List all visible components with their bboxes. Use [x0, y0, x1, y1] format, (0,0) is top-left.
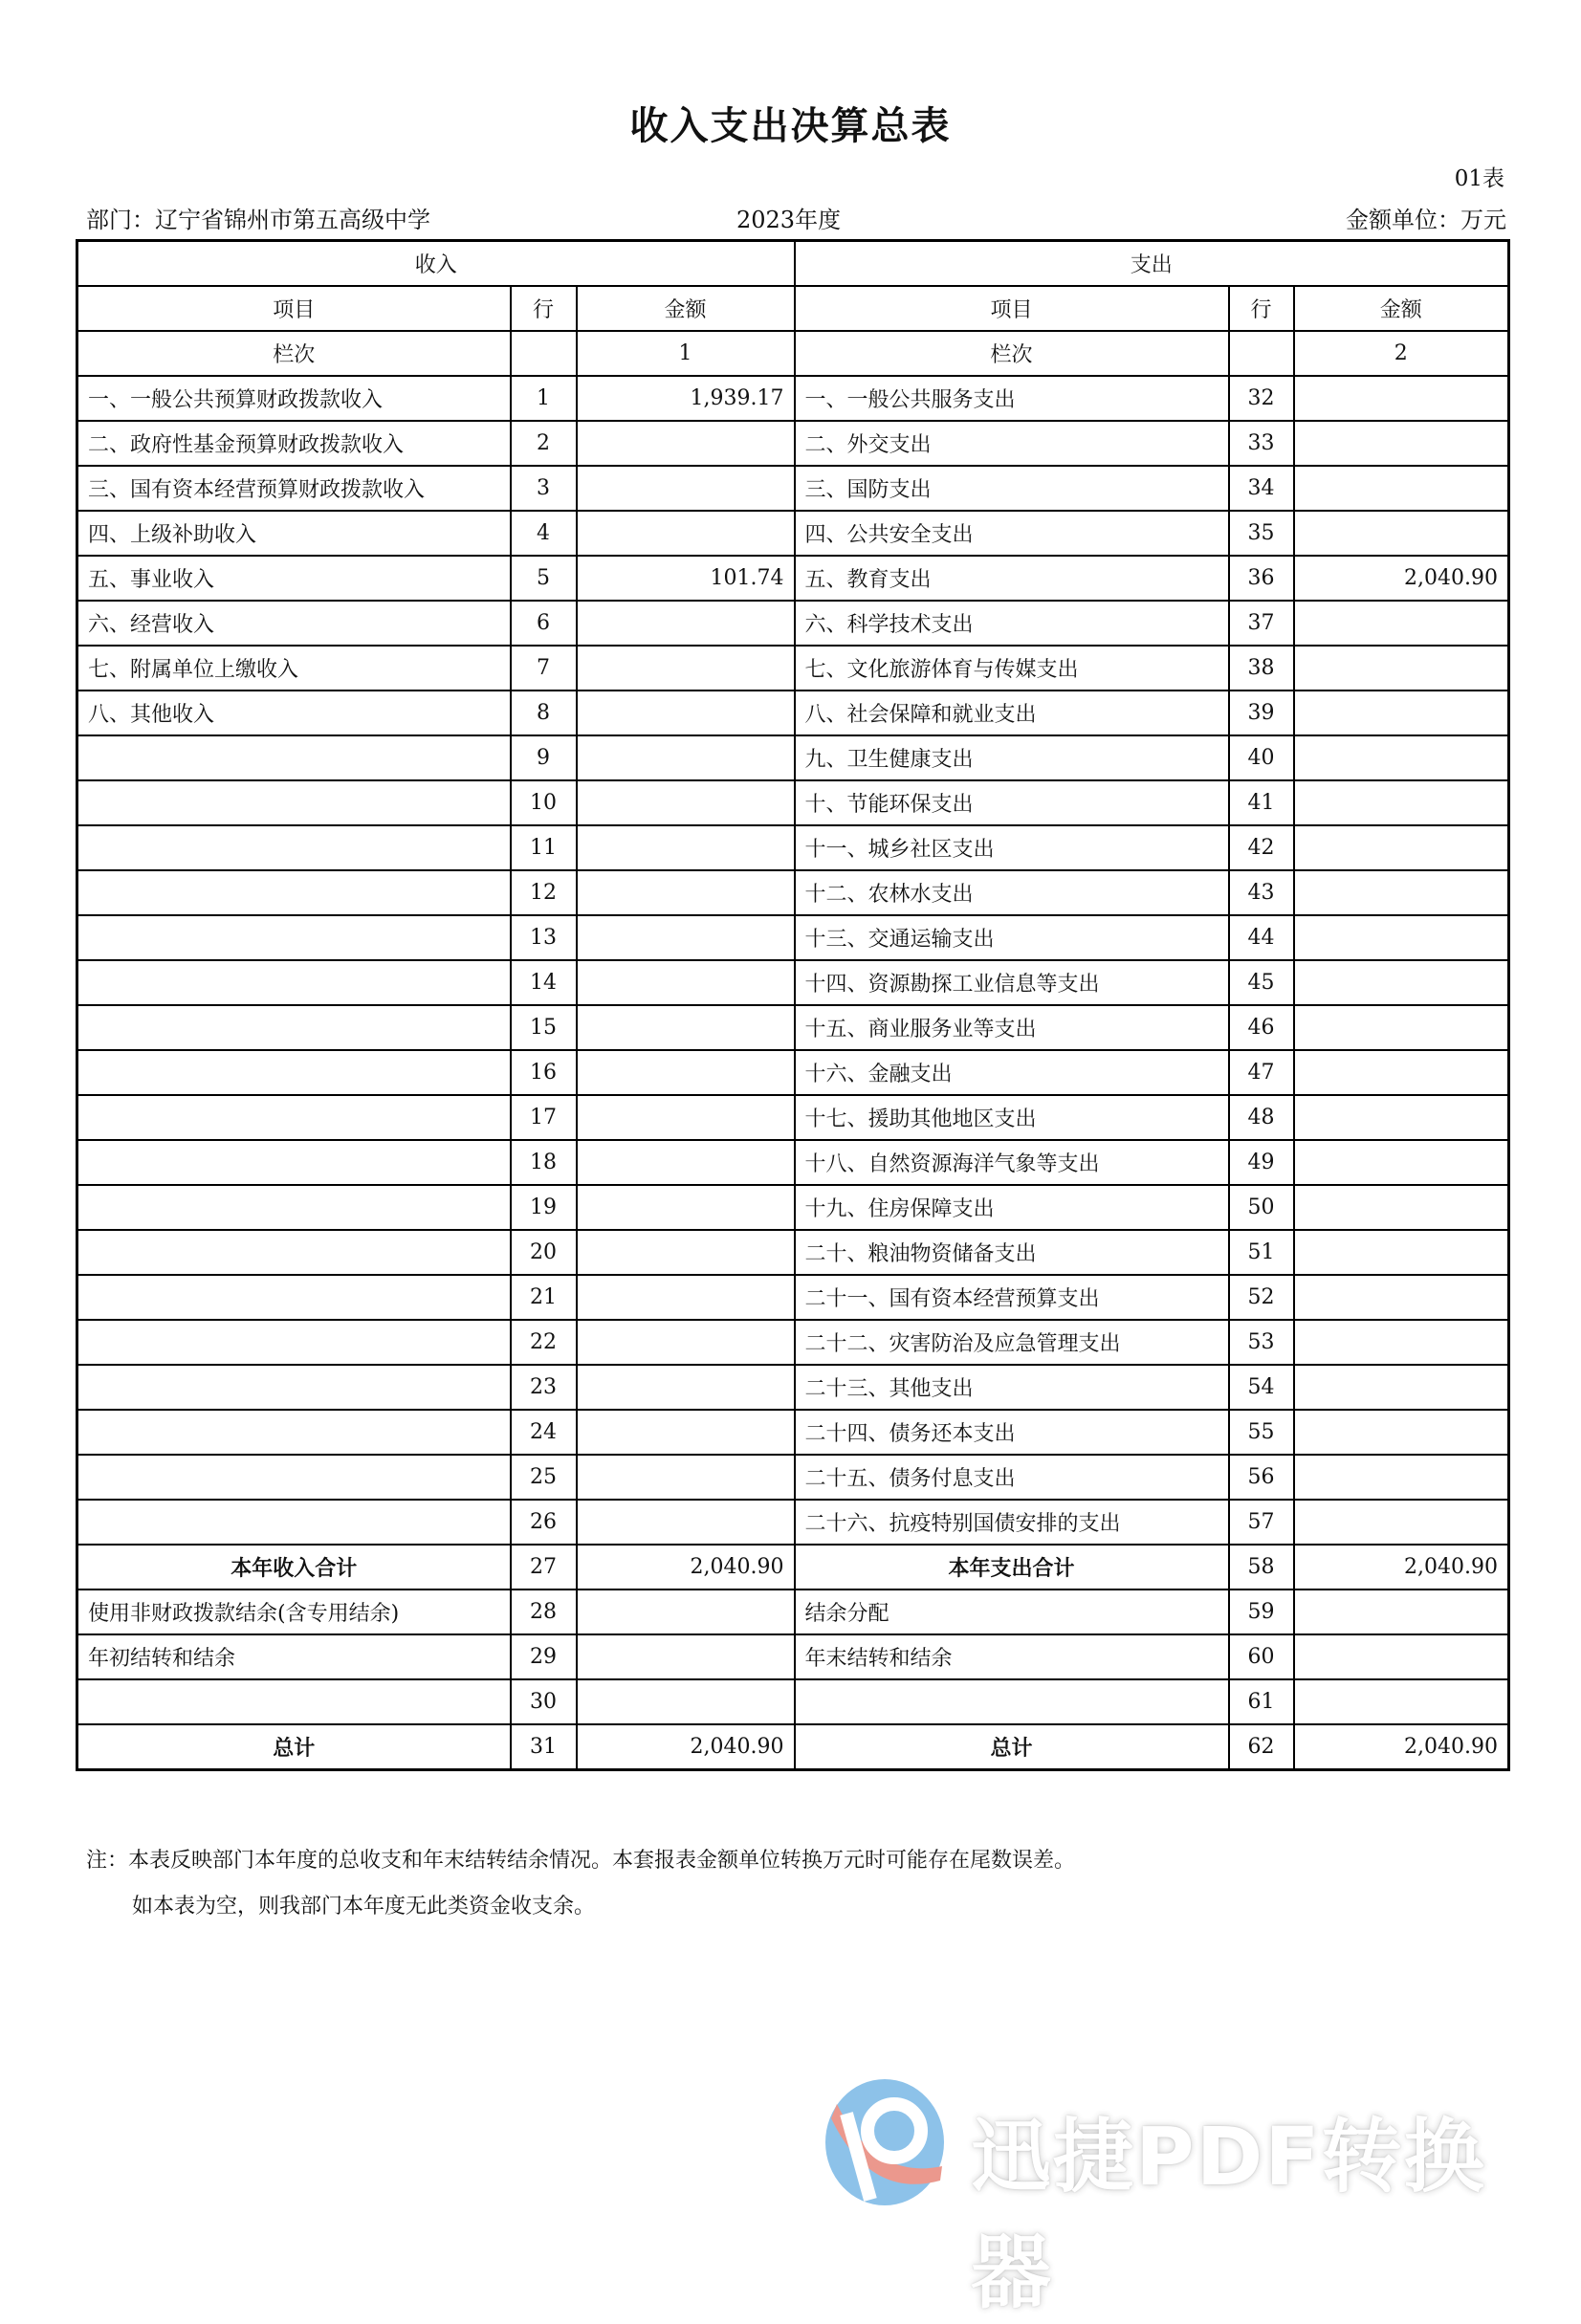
- expense-item: 六、科学技术支出: [795, 601, 1229, 646]
- income-row-number: 11: [511, 825, 577, 870]
- income-item: [77, 1365, 511, 1410]
- expense-item: 八、社会保障和就业支出: [795, 691, 1229, 735]
- income-row-number: 25: [511, 1455, 577, 1500]
- form-number: 01表: [1454, 166, 1504, 191]
- income-amount: 2,040.90: [577, 1724, 795, 1770]
- income-item: [77, 1050, 511, 1095]
- income-amount: [577, 1634, 795, 1679]
- expense-index-label: 栏次: [795, 331, 1229, 376]
- income-item: [77, 1230, 511, 1275]
- expense-row-number: 36: [1229, 556, 1294, 601]
- expense-row-number: 39: [1229, 691, 1294, 735]
- table-row: [77, 1185, 1509, 1230]
- income-item: 三、国有资本经营预算财政拨款收入: [77, 466, 511, 511]
- expense-row-number: 47: [1229, 1050, 1294, 1095]
- expense-amount: [1294, 1140, 1509, 1185]
- expense-index-row: [1229, 331, 1294, 376]
- income-row-number: 26: [511, 1500, 577, 1545]
- expense-amount: [1294, 915, 1509, 960]
- expense-row-number: 62: [1229, 1724, 1294, 1770]
- expense-item: 一、一般公共服务支出: [795, 376, 1229, 421]
- income-amount: [577, 1455, 795, 1500]
- income-amount: 101.74: [577, 556, 795, 601]
- expense-row-number: 49: [1229, 1140, 1294, 1185]
- table-row: [77, 691, 1509, 735]
- expense-item: 十五、商业服务业等支出: [795, 1005, 1229, 1050]
- column-header-row: [77, 286, 1509, 331]
- income-row-number: 3: [511, 466, 577, 511]
- income-row-number: 12: [511, 870, 577, 915]
- income-item: [77, 1679, 511, 1724]
- table-row: [77, 1410, 1509, 1455]
- expense-item: 七、文化旅游体育与传媒支出: [795, 646, 1229, 691]
- expense-amount: [1294, 1455, 1509, 1500]
- income-row-number: 29: [511, 1634, 577, 1679]
- income-item: 五、事业收入: [77, 556, 511, 601]
- income-row-number: 15: [511, 1005, 577, 1050]
- expense-item: 二十、粮油物资储备支出: [795, 1230, 1229, 1275]
- income-amount: [577, 1230, 795, 1275]
- income-amount-header: 金额: [577, 286, 795, 331]
- expense-amount: [1294, 1320, 1509, 1365]
- income-row-number: 10: [511, 780, 577, 825]
- table-row: [77, 870, 1509, 915]
- expense-row-number: 58: [1229, 1545, 1294, 1590]
- income-amount: [577, 511, 795, 556]
- expense-item: 十九、住房保障支出: [795, 1185, 1229, 1230]
- expense-item: 十二、农林水支出: [795, 870, 1229, 915]
- expense-row-number: 57: [1229, 1500, 1294, 1545]
- income-amount: [577, 1005, 795, 1050]
- expense-item: 九、卫生健康支出: [795, 735, 1229, 780]
- expense-amount: [1294, 601, 1509, 646]
- expense-item: 二十一、国有资本经营预算支出: [795, 1275, 1229, 1320]
- expense-amount: [1294, 1185, 1509, 1230]
- income-row-number: 19: [511, 1185, 577, 1230]
- expense-amount: [1294, 376, 1509, 421]
- table-row: [77, 556, 1509, 601]
- table-row: [77, 915, 1509, 960]
- income-amount: [577, 691, 795, 735]
- expense-item: [795, 1679, 1229, 1724]
- expense-item: 二十三、其他支出: [795, 1365, 1229, 1410]
- income-item: [77, 1140, 511, 1185]
- table-row: [77, 1050, 1509, 1095]
- expense-item: 十三、交通运输支出: [795, 915, 1229, 960]
- income-item: [77, 1185, 511, 1230]
- income-amount: [577, 1365, 795, 1410]
- table-row: [77, 960, 1509, 1005]
- expense-amount: [1294, 960, 1509, 1005]
- total-row: [77, 1724, 1509, 1770]
- expense-row-number: 35: [1229, 511, 1294, 556]
- expense-row-number: 48: [1229, 1095, 1294, 1140]
- income-row-number: 5: [511, 556, 577, 601]
- expense-amount: [1294, 825, 1509, 870]
- table-row: [77, 1320, 1509, 1365]
- expense-row-number: 42: [1229, 825, 1294, 870]
- expense-row-number: 56: [1229, 1455, 1294, 1500]
- expense-item-header: 项目: [795, 286, 1229, 331]
- expense-item: 五、教育支出: [795, 556, 1229, 601]
- income-item: 六、经营收入: [77, 601, 511, 646]
- table-row: [77, 1634, 1509, 1679]
- expense-row-number: 60: [1229, 1634, 1294, 1679]
- expense-amount: [1294, 1410, 1509, 1455]
- income-item: [77, 870, 511, 915]
- income-item: [77, 780, 511, 825]
- expense-row-number: 54: [1229, 1365, 1294, 1410]
- income-item: 八、其他收入: [77, 691, 511, 735]
- income-item: [77, 1005, 511, 1050]
- expense-amount: [1294, 1365, 1509, 1410]
- income-row-number: 17: [511, 1095, 577, 1140]
- table-row: [77, 1500, 1509, 1545]
- income-amount: [577, 960, 795, 1005]
- income-amount: [577, 601, 795, 646]
- income-row-number: 24: [511, 1410, 577, 1455]
- income-amount: [577, 1590, 795, 1634]
- expense-item: 本年支出合计: [795, 1545, 1229, 1590]
- table-row: [77, 1140, 1509, 1185]
- income-item: [77, 825, 511, 870]
- expense-row-number: 40: [1229, 735, 1294, 780]
- income-item: 使用非财政拨款结余(含专用结余): [77, 1590, 511, 1634]
- expense-amount: [1294, 1275, 1509, 1320]
- income-amount: [577, 1185, 795, 1230]
- table-row: [77, 1365, 1509, 1410]
- income-item: [77, 960, 511, 1005]
- expense-row-number: 34: [1229, 466, 1294, 511]
- income-amount: [577, 1050, 795, 1095]
- pdf-converter-logo-icon: [818, 2075, 952, 2209]
- income-row-number: 23: [511, 1365, 577, 1410]
- expense-row-number: 61: [1229, 1679, 1294, 1724]
- expense-row-number: 37: [1229, 601, 1294, 646]
- expense-item: 十、节能环保支出: [795, 780, 1229, 825]
- table-row: [77, 466, 1509, 511]
- income-row-number: 28: [511, 1590, 577, 1634]
- note-line-1: 注：本表反映部门本年度的总收支和年末结转结余情况。本套报表金额单位转换万元时可能存在尾数误差。: [86, 1849, 1076, 1873]
- income-item: [77, 1500, 511, 1545]
- section-header-row: [77, 241, 1509, 287]
- table-row: [77, 1095, 1509, 1140]
- expense-amount: 2,040.90: [1294, 1724, 1509, 1770]
- expense-item: 四、公共安全支出: [795, 511, 1229, 556]
- income-row-number: 2: [511, 421, 577, 466]
- income-amount: [577, 825, 795, 870]
- expense-item: 年末结转和结余: [795, 1634, 1229, 1679]
- income-row-number: 18: [511, 1140, 577, 1185]
- expense-section-header: 支出: [795, 241, 1509, 287]
- page-title: 收入支出决算总表: [629, 104, 952, 148]
- expense-amount: [1294, 735, 1509, 780]
- expense-amount: [1294, 1590, 1509, 1634]
- expense-amount: [1294, 1500, 1509, 1545]
- table-row: [77, 1590, 1509, 1634]
- table-row: [77, 1230, 1509, 1275]
- income-item: [77, 1275, 511, 1320]
- income-amount: [577, 646, 795, 691]
- expense-amount: [1294, 421, 1509, 466]
- expense-item: 结余分配: [795, 1590, 1229, 1634]
- expense-row-number: 46: [1229, 1005, 1294, 1050]
- income-item: 二、政府性基金预算财政拨款收入: [77, 421, 511, 466]
- table-row: [77, 376, 1509, 421]
- expense-amount: [1294, 1005, 1509, 1050]
- income-row-number: 7: [511, 646, 577, 691]
- expense-amount: [1294, 1230, 1509, 1275]
- income-amount: [577, 1095, 795, 1140]
- notes: [86, 1838, 1075, 1930]
- department-label: 部门：辽宁省锦州市第五高级中学: [86, 207, 430, 233]
- expense-item: 十八、自然资源海洋气象等支出: [795, 1140, 1229, 1185]
- expense-amount: [1294, 1634, 1509, 1679]
- expense-amount: [1294, 511, 1509, 556]
- income-amount: [577, 1500, 795, 1545]
- expense-row-number: 51: [1229, 1230, 1294, 1275]
- expense-amount: [1294, 646, 1509, 691]
- income-item: 四、上级补助收入: [77, 511, 511, 556]
- income-row-header: 行: [511, 286, 577, 331]
- expense-amount: [1294, 1095, 1509, 1140]
- income-amount: [577, 735, 795, 780]
- income-item: 七、附属单位上缴收入: [77, 646, 511, 691]
- income-item-header: 项目: [77, 286, 511, 331]
- expense-item: 二十六、抗疫特别国债安排的支出: [795, 1500, 1229, 1545]
- table-row: [77, 646, 1509, 691]
- expense-row-number: 38: [1229, 646, 1294, 691]
- expense-row-number: 33: [1229, 421, 1294, 466]
- income-item: [77, 915, 511, 960]
- subtotal-row: [77, 1545, 1509, 1590]
- expense-item: 三、国防支出: [795, 466, 1229, 511]
- expense-index-value: 2: [1294, 331, 1509, 376]
- expense-amount: [1294, 466, 1509, 511]
- expense-item: 十七、援助其他地区支出: [795, 1095, 1229, 1140]
- income-row-number: 13: [511, 915, 577, 960]
- income-expense-table: [76, 239, 1510, 1771]
- expense-row-number: 59: [1229, 1590, 1294, 1634]
- income-row-number: 14: [511, 960, 577, 1005]
- income-item: 总计: [77, 1724, 511, 1770]
- watermark-text: 迅捷PDF转换器: [971, 2110, 1486, 2319]
- table-row: [77, 735, 1509, 780]
- watermark: [818, 2075, 1564, 2319]
- income-row-number: 4: [511, 511, 577, 556]
- income-row-number: 9: [511, 735, 577, 780]
- expense-row-number: 55: [1229, 1410, 1294, 1455]
- income-amount: [577, 1140, 795, 1185]
- income-item: [77, 1095, 511, 1140]
- note-line-2: 如本表为空，则我部门本年度无此类资金收支余。: [132, 1895, 596, 1918]
- income-item: [77, 1455, 511, 1500]
- expense-item: 十一、城乡社区支出: [795, 825, 1229, 870]
- table-row: [77, 1679, 1509, 1724]
- expense-row-number: 45: [1229, 960, 1294, 1005]
- income-row-number: 16: [511, 1050, 577, 1095]
- expense-item: 二十二、灾害防治及应急管理支出: [795, 1320, 1229, 1365]
- income-item: 一、一般公共预算财政拨款收入: [77, 376, 511, 421]
- expense-amount: 2,040.90: [1294, 1545, 1509, 1590]
- income-section-header: 收入: [77, 241, 795, 287]
- expense-amount: [1294, 1679, 1509, 1724]
- income-row-number: 30: [511, 1679, 577, 1724]
- expense-item: 二十四、债务还本支出: [795, 1410, 1229, 1455]
- expense-item: 二、外交支出: [795, 421, 1229, 466]
- income-amount: [577, 1679, 795, 1724]
- expense-row-number: 43: [1229, 870, 1294, 915]
- income-row-number: 22: [511, 1320, 577, 1365]
- income-index-value: 1: [577, 331, 795, 376]
- income-item: 年初结转和结余: [77, 1634, 511, 1679]
- expense-row-header: 行: [1229, 286, 1294, 331]
- table-row: [77, 1455, 1509, 1500]
- fiscal-year: 2023年度: [736, 207, 842, 233]
- expense-item: 十四、资源勘探工业信息等支出: [795, 960, 1229, 1005]
- table-row: [77, 421, 1509, 466]
- income-item: [77, 1320, 511, 1365]
- expense-row-number: 52: [1229, 1275, 1294, 1320]
- income-amount: [577, 421, 795, 466]
- income-amount: [577, 1275, 795, 1320]
- income-index-row: [511, 331, 577, 376]
- income-item: [77, 1410, 511, 1455]
- income-row-number: 6: [511, 601, 577, 646]
- column-index-row: [77, 331, 1509, 376]
- income-amount: [577, 1320, 795, 1365]
- expense-row-number: 44: [1229, 915, 1294, 960]
- expense-amount: [1294, 691, 1509, 735]
- income-amount: [577, 915, 795, 960]
- income-row-number: 20: [511, 1230, 577, 1275]
- income-item: [77, 735, 511, 780]
- amount-unit: 金额单位：万元: [1346, 207, 1506, 233]
- expense-amount: 2,040.90: [1294, 556, 1509, 601]
- income-amount: 2,040.90: [577, 1545, 795, 1590]
- table-row: [77, 511, 1509, 556]
- expense-amount: [1294, 870, 1509, 915]
- table-row: [77, 825, 1509, 870]
- income-row-number: 27: [511, 1545, 577, 1590]
- expense-amount-header: 金额: [1294, 286, 1509, 331]
- table-row: [77, 780, 1509, 825]
- expense-amount: [1294, 1050, 1509, 1095]
- table-row: [77, 601, 1509, 646]
- income-row-number: 31: [511, 1724, 577, 1770]
- expense-item: 二十五、债务付息支出: [795, 1455, 1229, 1500]
- expense-item: 总计: [795, 1724, 1229, 1770]
- income-amount: [577, 466, 795, 511]
- income-amount: [577, 780, 795, 825]
- document-meta: [86, 201, 1506, 231]
- expense-row-number: 50: [1229, 1185, 1294, 1230]
- expense-row-number: 53: [1229, 1320, 1294, 1365]
- table-row: [77, 1005, 1509, 1050]
- income-item: 本年收入合计: [77, 1545, 511, 1590]
- income-row-number: 1: [511, 376, 577, 421]
- income-amount: [577, 1410, 795, 1455]
- expense-amount: [1294, 780, 1509, 825]
- income-row-number: 8: [511, 691, 577, 735]
- expense-item: 十六、金融支出: [795, 1050, 1229, 1095]
- income-row-number: 21: [511, 1275, 577, 1320]
- income-amount: 1,939.17: [577, 376, 795, 421]
- expense-row-number: 32: [1229, 376, 1294, 421]
- expense-row-number: 41: [1229, 780, 1294, 825]
- income-index-label: 栏次: [77, 331, 511, 376]
- income-amount: [577, 870, 795, 915]
- table-row: [77, 1275, 1509, 1320]
